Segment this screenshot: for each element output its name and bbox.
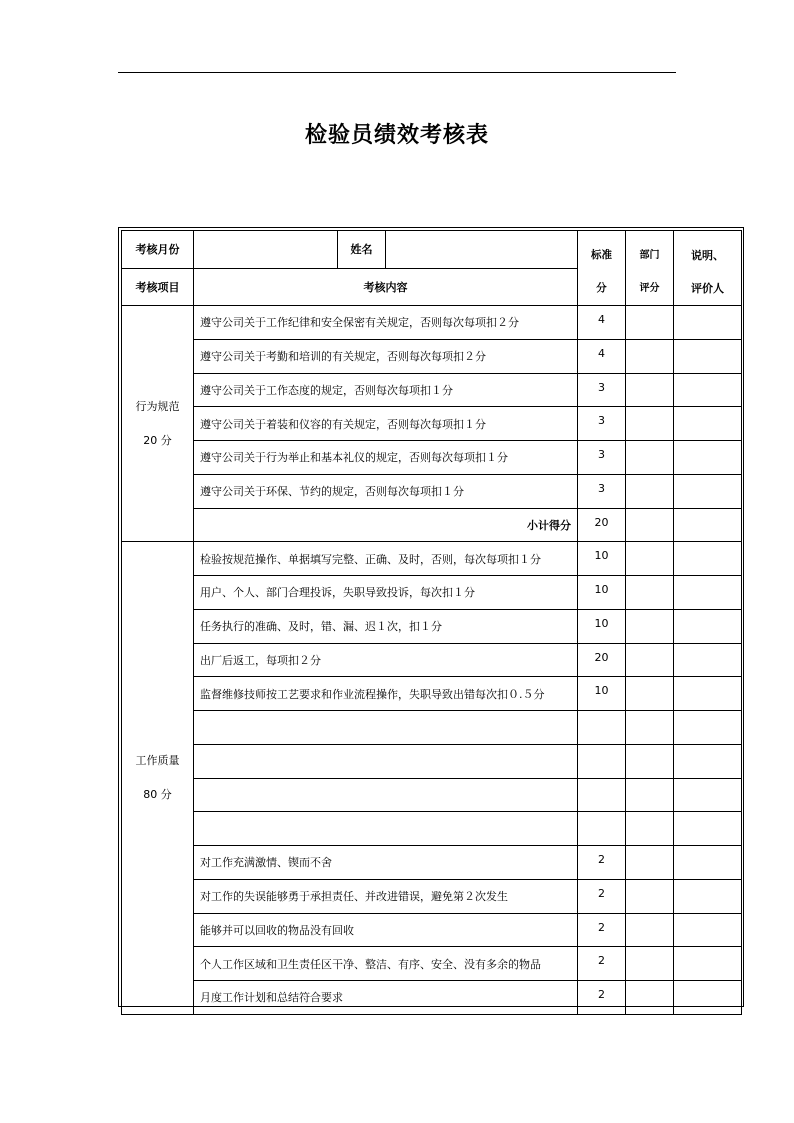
- item-content: 遵守公司关于着装和仪容的有关规定，否则每次每项扣１分: [194, 407, 578, 441]
- note-cell[interactable]: [674, 373, 742, 407]
- item-content: 监督维修技师按工艺要求和作业流程操作，失职导致出错每次扣０.５分: [194, 677, 578, 711]
- standard-score[interactable]: [578, 711, 626, 745]
- note-cell[interactable]: [674, 778, 742, 812]
- item-content: 任务执行的准确、及时，错、漏、迟１次，扣１分: [194, 609, 578, 643]
- name-field[interactable]: [386, 231, 578, 269]
- note-header: [674, 231, 742, 306]
- dept-score-cell[interactable]: [626, 407, 674, 441]
- note-cell[interactable]: [674, 981, 742, 1015]
- dept-score-cell[interactable]: [626, 542, 674, 576]
- dept-score-cell[interactable]: [626, 913, 674, 947]
- standard-score: 2: [578, 846, 626, 880]
- standard-score: 3: [578, 373, 626, 407]
- dept-score-cell[interactable]: [626, 879, 674, 913]
- table-row: [122, 812, 742, 846]
- item-content: 遵守公司关于考勤和培训的有关规定，否则每次每项扣２分: [194, 339, 578, 373]
- name-label: 姓名: [338, 231, 386, 269]
- item-content: 个人工作区域和卫生责任区干净、整洁、有序、安全、没有多余的物品: [194, 947, 578, 981]
- note-cell[interactable]: [674, 947, 742, 981]
- note-cell[interactable]: [674, 407, 742, 441]
- note-header-line1: 说明、: [691, 249, 724, 262]
- subtotal-row: [122, 508, 742, 542]
- standard-score: 10: [578, 576, 626, 610]
- dept-score-cell[interactable]: [626, 812, 674, 846]
- dept-score-cell[interactable]: [626, 609, 674, 643]
- header-rule: [118, 72, 676, 73]
- dept-score-header-line2: 评分: [639, 283, 660, 294]
- table-row: [122, 981, 742, 1015]
- table-row: [122, 339, 742, 373]
- note-cell[interactable]: [674, 474, 742, 508]
- standard-header-line2: 分: [596, 282, 607, 294]
- table-row: [122, 542, 742, 576]
- subtotal-label: 小计得分: [194, 508, 578, 542]
- evaluation-table: [121, 230, 742, 1015]
- table-row: [122, 373, 742, 407]
- item-content[interactable]: [194, 812, 578, 846]
- standard-score: 3: [578, 441, 626, 475]
- note-cell[interactable]: [674, 609, 742, 643]
- standard-score: 4: [578, 306, 626, 340]
- standard-score: 10: [578, 542, 626, 576]
- table-row: [122, 778, 742, 812]
- item-content[interactable]: [194, 711, 578, 745]
- item-content: 遵守公司关于工作纪律和安全保密有关规定，否则每次每项扣２分: [194, 306, 578, 340]
- dept-score-cell[interactable]: [626, 947, 674, 981]
- section-behavior-name: 行为规范: [135, 399, 180, 413]
- note-cell[interactable]: [674, 879, 742, 913]
- item-content: 检验按规范操作、单据填写完整、正确、及时，否则，每次每项扣１分: [194, 542, 578, 576]
- standard-header-line1: 标准: [591, 249, 612, 261]
- standard-score: 20: [578, 643, 626, 677]
- item-content: 遵守公司关于行为举止和基本礼仪的规定，否则每次每项扣１分: [194, 441, 578, 475]
- dept-score-cell[interactable]: [626, 441, 674, 475]
- note-header-line2: 评价人: [691, 282, 724, 295]
- note-cell[interactable]: [674, 306, 742, 340]
- table-row: [122, 407, 742, 441]
- table-row: [122, 947, 742, 981]
- table-row: [122, 711, 742, 745]
- item-content: 出厂后返工，每项扣２分: [194, 643, 578, 677]
- item-content[interactable]: [194, 744, 578, 778]
- item-label: 考核项目: [122, 268, 194, 306]
- dept-score-cell[interactable]: [626, 744, 674, 778]
- item-content: 遵守公司关于工作态度的规定，否则每次每项扣１分: [194, 373, 578, 407]
- dept-score-cell[interactable]: [626, 846, 674, 880]
- section-behavior: [122, 306, 194, 542]
- standard-score[interactable]: [578, 744, 626, 778]
- dept-score-cell[interactable]: [626, 711, 674, 745]
- content-label: 考核内容: [194, 268, 578, 306]
- note-cell[interactable]: [674, 339, 742, 373]
- table-row: [122, 677, 742, 711]
- standard-score: 3: [578, 474, 626, 508]
- header-row-1: [122, 231, 742, 269]
- dept-score-cell[interactable]: [626, 778, 674, 812]
- item-content: 对工作充满激情、锲而不舍: [194, 846, 578, 880]
- table-row: [122, 576, 742, 610]
- note-cell[interactable]: [674, 508, 742, 542]
- item-content: 能够并可以回收的物品没有回收: [194, 913, 578, 947]
- dept-score-cell[interactable]: [626, 643, 674, 677]
- dept-score-cell[interactable]: [626, 677, 674, 711]
- evaluation-sheet: [118, 227, 744, 1007]
- item-content: 遵守公司关于环保、节约的规定，否则每次每项扣１分: [194, 474, 578, 508]
- standard-score: 2: [578, 947, 626, 981]
- section-behavior-points: 20 分: [143, 433, 172, 447]
- table-row: [122, 643, 742, 677]
- item-content: 对工作的失误能够勇于承担责任、并改进错误，避免第２次发生: [194, 879, 578, 913]
- dept-score-cell[interactable]: [626, 373, 674, 407]
- item-content[interactable]: [194, 778, 578, 812]
- note-cell[interactable]: [674, 744, 742, 778]
- section-quality-points: 80 分: [143, 788, 172, 801]
- note-cell[interactable]: [674, 677, 742, 711]
- table-row: [122, 609, 742, 643]
- month-label: 考核月份: [122, 231, 194, 269]
- standard-score: 2: [578, 879, 626, 913]
- table-row: [122, 441, 742, 475]
- table-row: [122, 913, 742, 947]
- dept-score-cell[interactable]: [626, 306, 674, 340]
- item-content: 月度工作计划和总结符合要求: [194, 981, 578, 1015]
- dept-score-cell[interactable]: [626, 474, 674, 508]
- table-row: [122, 474, 742, 508]
- note-cell[interactable]: [674, 812, 742, 846]
- table-row: [122, 306, 742, 340]
- item-content: 用户、个人、部门合理投诉，失职导致投诉，每次扣１分: [194, 576, 578, 610]
- table-row: [122, 879, 742, 913]
- dept-score-header: [626, 231, 674, 306]
- dept-score-cell[interactable]: [626, 508, 674, 542]
- note-cell[interactable]: [674, 711, 742, 745]
- standard-score: 2: [578, 981, 626, 1015]
- note-cell[interactable]: [674, 643, 742, 677]
- note-cell[interactable]: [674, 846, 742, 880]
- dept-score-cell[interactable]: [626, 339, 674, 373]
- standard-header: [578, 231, 626, 306]
- section-quality-name: 工作质量: [135, 754, 180, 767]
- document-title: 检验员绩效考核表: [304, 122, 489, 148]
- standard-score: 10: [578, 609, 626, 643]
- table-row: [122, 744, 742, 778]
- note-cell[interactable]: [674, 913, 742, 947]
- standard-score[interactable]: [578, 812, 626, 846]
- note-cell[interactable]: [674, 576, 742, 610]
- standard-score: 10: [578, 677, 626, 711]
- standard-score: 2: [578, 913, 626, 947]
- note-cell[interactable]: [674, 542, 742, 576]
- standard-score[interactable]: [578, 778, 626, 812]
- note-cell[interactable]: [674, 441, 742, 475]
- dept-score-cell[interactable]: [626, 576, 674, 610]
- month-field[interactable]: [194, 231, 338, 269]
- subtotal-score: 20: [578, 508, 626, 542]
- section-quality: [122, 542, 194, 1015]
- standard-score: 3: [578, 407, 626, 441]
- standard-score: 4: [578, 339, 626, 373]
- dept-score-header-line1: 部门: [639, 250, 660, 261]
- table-row: [122, 846, 742, 880]
- dept-score-cell[interactable]: [626, 981, 674, 1015]
